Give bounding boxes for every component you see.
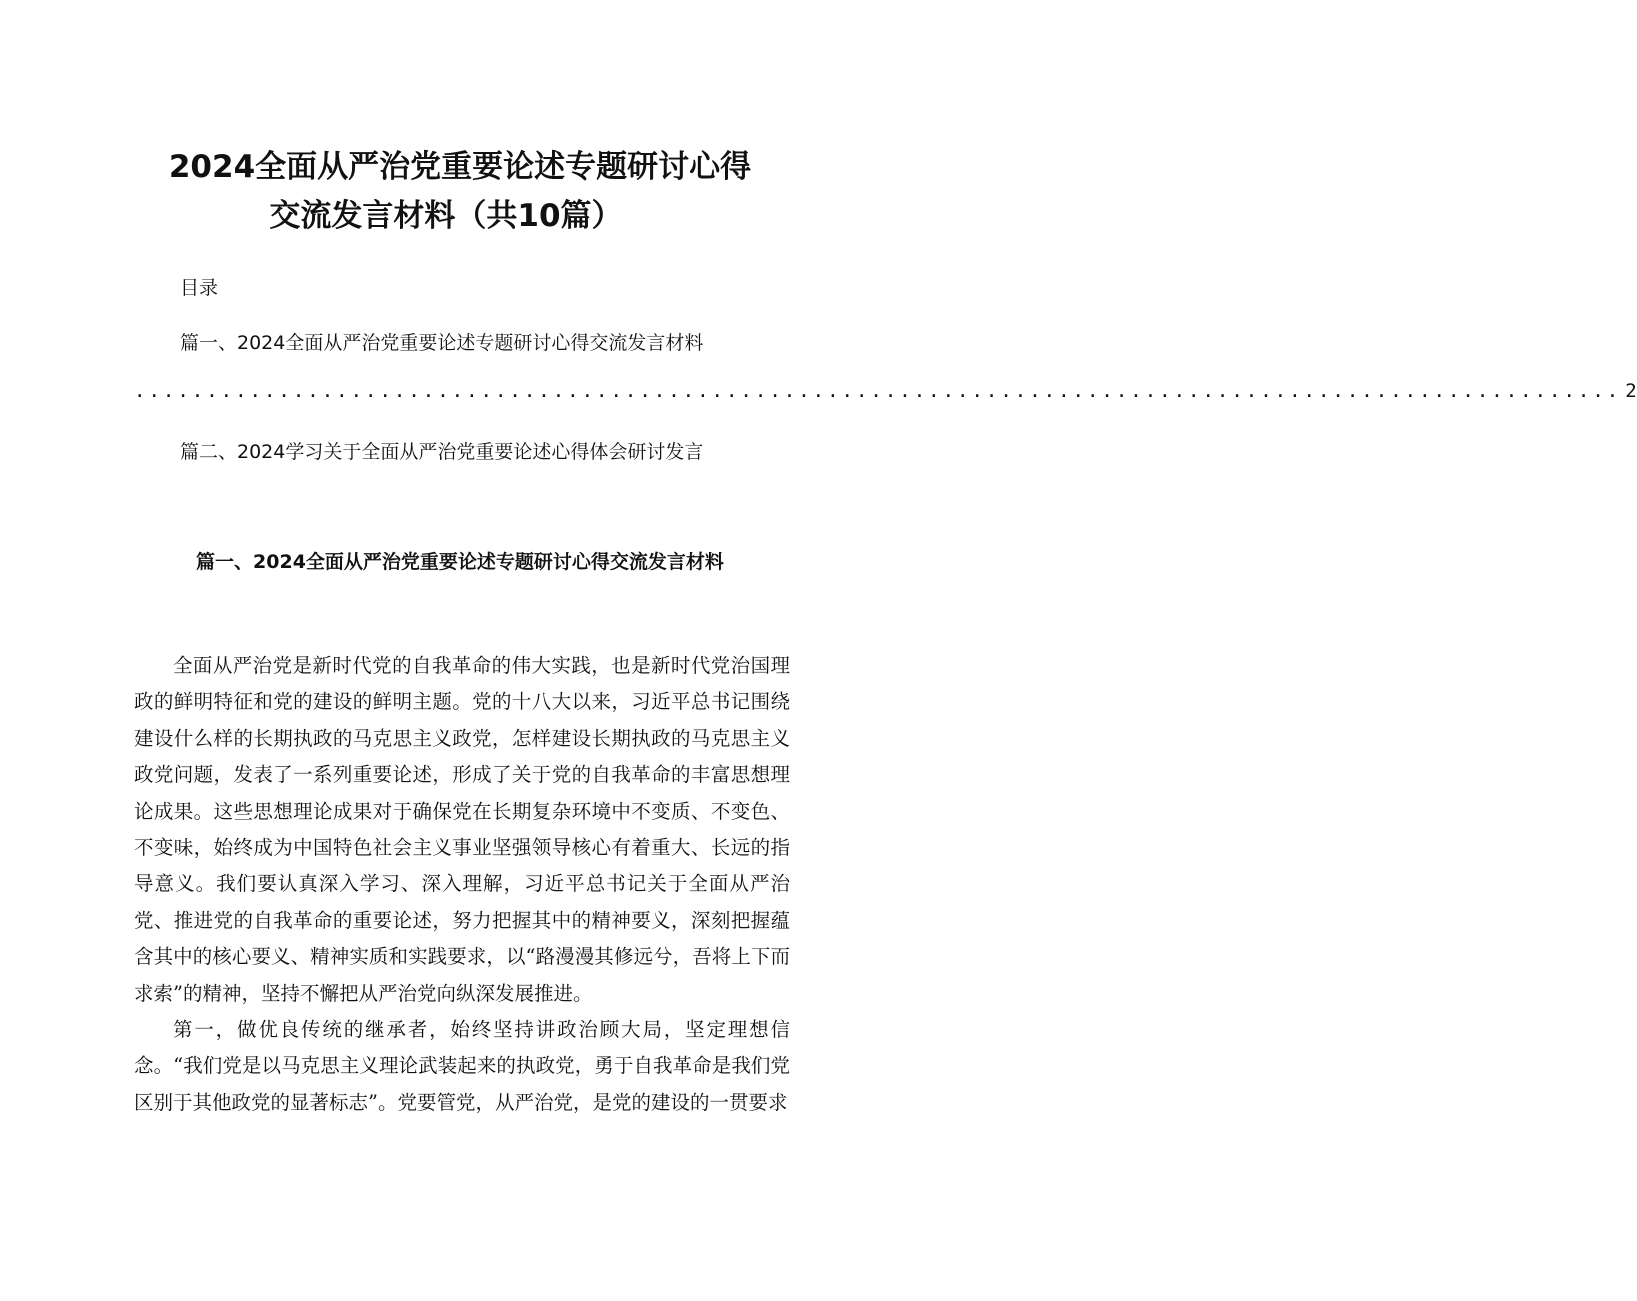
toc-heading: 目录 xyxy=(180,277,219,299)
section-1-body xyxy=(134,648,790,1121)
toc-item-1-page-number: 2 xyxy=(1625,380,1637,402)
toc-dot-leader: ....................................................................................................... xyxy=(134,380,1622,402)
toc-item-2[interactable]: 篇二、2024学习关于全面从严治党重要论述心得体会研讨发言 xyxy=(180,441,704,463)
paragraph: 第一，做优良传统的继承者，始终坚持讲政治顾大局，坚定理想信念。“我们党是以马克思主义理论武装起来的执政党，勇于自我革命是我们党区别于其他政党的显著标志”。党要管党，从严治党，是党的建设的一贯要求 xyxy=(134,1018,790,1114)
toc-item-1-leader xyxy=(134,380,1637,402)
document-title-line-1: 2024全面从严治党重要论述专题研讨心得 xyxy=(168,149,752,185)
section-1-heading: 篇一、2024全面从严治党重要论述专题研讨心得交流发言材料 xyxy=(196,551,724,573)
paragraph: 全面从严治党是新时代党的自我革命的伟大实践，也是新时代党治国理政的鲜明特征和党的建设的鲜明主题。党的十八大以来，习近平总书记围绕建设什么样的长期执政的马克思主义政党，怎样建设长期执政的马克思主义政党问题，发表了一系列重要论述，形成了关于党的自我革命的丰富思想理论成果。这些思想理论成果对于确保党在长期复杂环境中不变质、不变色、不变味，始终成为中国特色社会主义事业坚强领导核心有着重大、长远的指导意义。我们要认真深入学习、深入理解，习近平总书记关于全面从严治党、推进党的自我革命的重要论述，努力把握其中的精神要义，深刻把握蕴含其中的核心要义、精神实质和实践要求，以“路漫漫其修远兮，吾将上下而求索”的精神，坚持不懈把从严治党向纵深发展推进。 xyxy=(134,654,790,1005)
toc-item-1[interactable]: 篇一、2024全面从严治党重要论述专题研讨心得交流发言材料 xyxy=(180,332,704,354)
document-title-line-2: 交流发言材料（共10篇） xyxy=(269,198,623,234)
